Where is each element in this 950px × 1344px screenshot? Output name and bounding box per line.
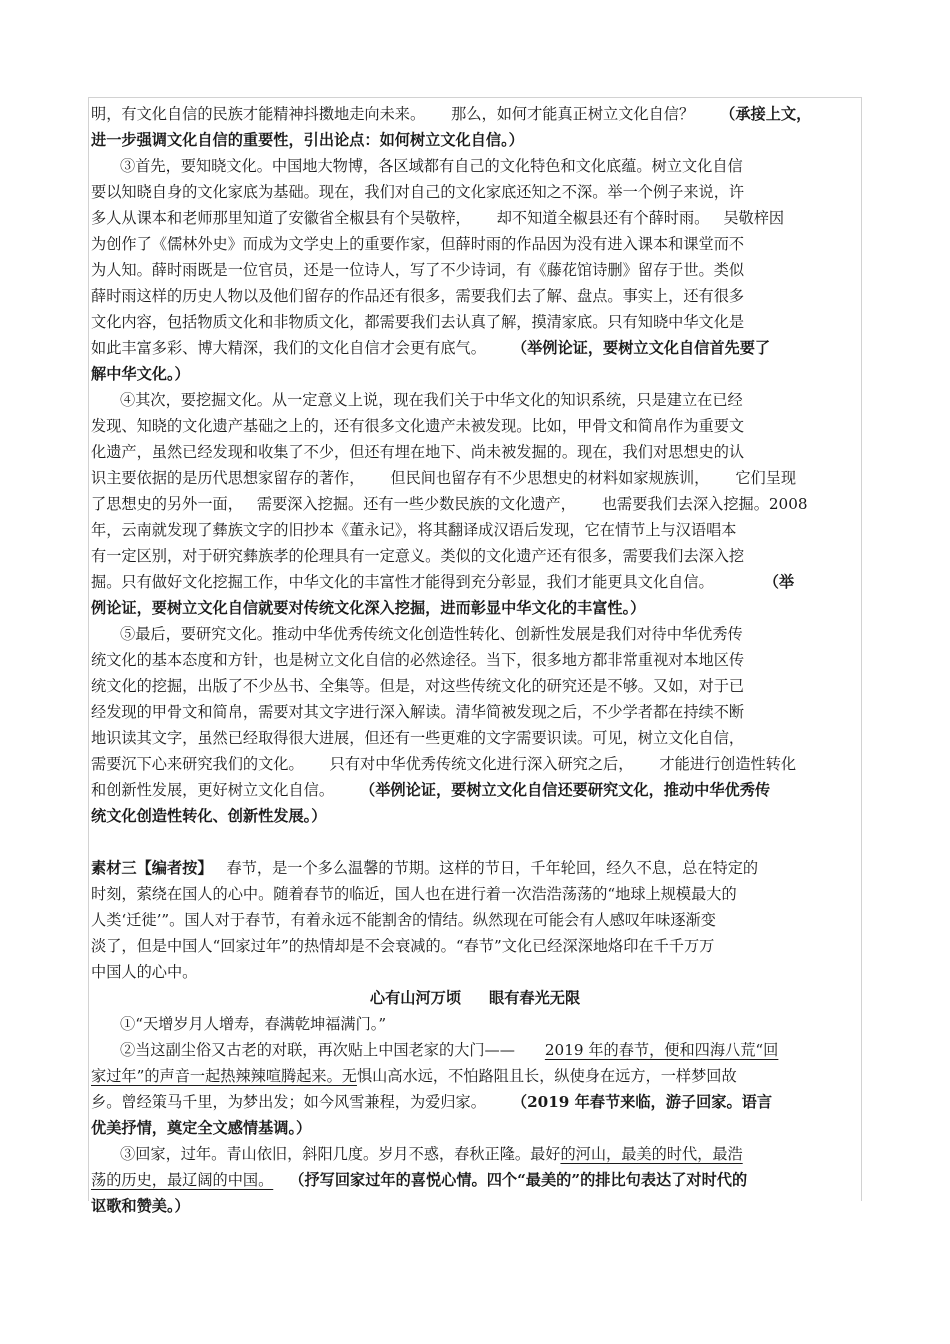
body-text: ②当这副尘俗又古老的对联，再次贴上中国老家的大门—— bbox=[120, 1041, 515, 1059]
text-line bbox=[91, 933, 714, 959]
body-text: ①“天增岁月人增寿，春满乾坤福满门。” bbox=[120, 1015, 387, 1033]
text-line bbox=[91, 959, 197, 985]
paragraph-5-start bbox=[120, 621, 743, 647]
annotation-text: （2019 年春节来临，游子回家。语言 bbox=[511, 1093, 773, 1111]
editor-note-line bbox=[91, 855, 758, 881]
body-text: ⑤最后，要研究文化。推动中华优秀传统文化创造性转化、创新性发展是我们对待中华优秀传 bbox=[120, 625, 743, 643]
underlined-text: 家过年”的声音一起热辣辣喧腾起来。无 bbox=[91, 1067, 357, 1085]
underlined-text: 2019 年的春节，便和四海八荒“回 bbox=[544, 1041, 779, 1059]
annotation-text: （举 bbox=[763, 573, 795, 591]
body-text: 中国人的心中。 bbox=[91, 963, 198, 981]
body-text: 如此丰富多彩、博大精深，我们的文化自信才会更有底气。 bbox=[91, 339, 486, 357]
body-text: 需要深入挖掘。还有一些少数民族的文化遗产， bbox=[256, 495, 576, 513]
body-text: 需要沉下心来研究我们的文化。 bbox=[91, 755, 304, 773]
body-text: ④其次，要挖掘文化。从一定意义上说，现在我们关于中华文化的知识系统，只是建立在已经 bbox=[120, 391, 743, 409]
body-text: 和创新性发展，更好树立文化自信。 bbox=[91, 781, 334, 799]
text-line bbox=[91, 257, 744, 283]
text-line bbox=[91, 881, 737, 907]
text-line bbox=[91, 309, 744, 335]
text-line bbox=[91, 803, 326, 829]
text-line bbox=[91, 465, 796, 491]
text-line bbox=[91, 1115, 311, 1141]
text-line bbox=[91, 751, 796, 777]
poem-quote-line bbox=[120, 1011, 386, 1037]
annotation-text: 例论证，要树立文化自信就要对传统文化深入挖掘，进而彰显中华文化的丰富性。） bbox=[91, 599, 646, 617]
text-line bbox=[91, 127, 524, 153]
body-text: 它们呈现 bbox=[735, 469, 797, 487]
body-text: 淡了，但是中国人“回家过年”的热情却是不会衰减的。“春节”文化已经深深地烙印在千千万万 bbox=[91, 937, 715, 955]
body-text: 要以知晓自身的文化家底为基础。现在，我们对自己的文化家底还知之不深。举一个例子来说，许 bbox=[91, 183, 745, 201]
text-line bbox=[91, 777, 770, 803]
text-line bbox=[91, 647, 744, 673]
body-text: 也需要我们去深入挖掘。2008 bbox=[601, 495, 808, 513]
text-line bbox=[91, 205, 784, 231]
body-text: ③回家，过年。青山依旧，斜阳几度。岁月不惑，春秋正隆。最好 bbox=[120, 1145, 561, 1163]
text-line bbox=[91, 1167, 747, 1193]
text-line bbox=[91, 543, 744, 569]
annotation-text: （承接上文， bbox=[720, 105, 812, 123]
text-line bbox=[91, 569, 794, 595]
text-line bbox=[91, 179, 744, 205]
text-line bbox=[91, 101, 811, 127]
body-text: 统文化的基本态度和方针，也是树立文化自信的必然途径。当下，很多地方都非常重视对本地区传 bbox=[91, 651, 745, 669]
body-text: 发现、知晓的文化遗产基础之上的，还有很多文化遗产未被发现。比如，甲骨文和简帛作为重要文 bbox=[91, 417, 745, 435]
body-text: 统文化的挖掘，出版了不少丛书、全集等。但是，对这些传统文化的研究还是不够。又如，对于已 bbox=[91, 677, 745, 695]
page-frame-left-border bbox=[88, 97, 89, 1201]
article-title-part: 心有山河万顷 bbox=[369, 989, 461, 1007]
text-line bbox=[91, 1193, 190, 1219]
body-text: 掘。只有做好文化挖掘工作，中华文化的丰富性才能得到充分彰显，我们才能更具文化自信。 bbox=[91, 573, 714, 591]
text-line bbox=[91, 361, 190, 387]
annotation-text: 统文化创造性转化、创新性发展。） bbox=[91, 807, 327, 825]
article-title-part: 眼有春光无限 bbox=[489, 989, 581, 1007]
text-line bbox=[91, 413, 744, 439]
body-text: 化遗产，虽然已经发现和收集了不少，但还有埋在地下、尚未被发掘的。现在，我们对思想史的认 bbox=[91, 443, 745, 461]
annotation-text: 讴歌和赞美。） bbox=[91, 1197, 190, 1215]
body-text: 多人从课本和老师那里知道了安徽省全椒县有个吴敬梓， bbox=[91, 209, 471, 227]
body-text: 吴敬梓因 bbox=[723, 209, 785, 227]
body-text: 惧山高水远，不怕路阻且长，纵使身在远方，一样梦回故 bbox=[356, 1067, 737, 1085]
body-text: 但民间也留存有不少思想史的材料如家规族训， bbox=[390, 469, 710, 487]
paragraph-3b-start bbox=[120, 1141, 789, 1167]
body-text: 为人知。薛时雨既是一位官员，还是一位诗人，写了不少诗词，有《藤花馆诗删》留存于世。类似 bbox=[91, 261, 745, 279]
body-text: 那么，如何才能真正树立文化自信？ bbox=[451, 105, 695, 123]
body-text: 了思想史的另外一面， bbox=[91, 495, 243, 513]
annotation-text: （举例论证，要树立文化自信首先要了 bbox=[511, 339, 771, 357]
body-text: 却不知道全椒县还有个薛时雨。 bbox=[496, 209, 710, 227]
paragraph-2-start bbox=[120, 1037, 778, 1063]
body-text: 时刻，萦绕在国人的心中。随着春节的临近，国人也在进行着一次浩浩荡荡的“地球上规模最大的 bbox=[91, 885, 737, 903]
body-text: 文化内容，包括物质文化和非物质文化，都需要我们去认真了解，摸清家底。只有知晓中华文化是 bbox=[91, 313, 745, 331]
underlined-text: 荡的历史，最辽阔的中国。 bbox=[91, 1171, 274, 1189]
text-line bbox=[91, 673, 744, 699]
article-title bbox=[88, 985, 862, 1011]
body-text: 人类‘迁徙’”。国人对于春节，有着永远不能割舍的情结。纵然现在可能会有人感叹年味逐渐变 bbox=[91, 911, 716, 929]
text-line bbox=[91, 1063, 737, 1089]
body-text: 只有对中华优秀传统文化进行深入研究之后， bbox=[329, 755, 634, 773]
text-line bbox=[91, 595, 645, 621]
body-text: 薛时雨这样的历史人物以及他们留存的作品还有很多，需要我们去了解、盘点。事实上，还有很多 bbox=[91, 287, 745, 305]
body-text: 地识读其文字，虽然已经取得很大进展，但还有一些更难的文字需要识读。可见，树立文化自信， bbox=[91, 729, 745, 747]
text-line bbox=[91, 231, 744, 257]
text-line bbox=[91, 439, 744, 465]
text-line bbox=[91, 517, 736, 543]
body-text: ③首先，要知晓文化。中国地大物博，各区域都有自己的文化特色和文化底蕴。树立文化自信 bbox=[120, 157, 743, 175]
annotation-text: 进一步强调文化自信的重要性，引出论点：如何树立文化自信。） bbox=[91, 131, 524, 149]
page-frame-right-border bbox=[861, 97, 862, 1201]
text-line bbox=[91, 491, 808, 517]
body-text: 春节，是一个多么温馨的节期。这样的节日，千年轮回，经久不息，总在特定的 bbox=[226, 859, 759, 877]
body-text: 经发现的甲骨文和简帛，需要对其文字进行深入解读。清华简被发现之后，不少学者都在持续不断 bbox=[91, 703, 745, 721]
text-line bbox=[91, 907, 716, 933]
body-text: 才能进行创造性转化 bbox=[659, 755, 797, 773]
editor-note-label: 素材三【编者按】 bbox=[91, 859, 213, 877]
annotation-text: 优美抒情，奠定全文感情基调。） bbox=[91, 1119, 312, 1137]
annotation-text: 解中华文化。） bbox=[91, 365, 190, 383]
body-text: 明，有文化自信的民族才能精神抖擞地走向未来。 bbox=[91, 105, 426, 123]
text-line bbox=[91, 283, 744, 309]
body-text: 为创作了《儒林外史》而成为文学史上的重要作家，但薛时雨的作品因为没有进入课本和课堂而不 bbox=[91, 235, 745, 253]
paragraph-3-start bbox=[120, 153, 743, 179]
annotation-text: （抒写回家过年的喜悦心情。四个“最美的”的排比句表达了对时代的 bbox=[289, 1171, 748, 1189]
text-line bbox=[91, 699, 744, 725]
underlined-text: 的河山，最美的时代，最浩 bbox=[560, 1145, 743, 1163]
text-line bbox=[91, 725, 744, 751]
body-text: 有一定区别，对于研究彝族孝的伦理具有一定意义。类似的文化遗产还有很多，需要我们去深入挖 bbox=[91, 547, 745, 565]
annotation-text: （举例论证，要树立文化自信还要研究文化，推动中华优秀传 bbox=[360, 781, 771, 799]
page-frame-top-border bbox=[88, 97, 862, 98]
body-text: 识主要依据的是历代思想家留存的著作， bbox=[91, 469, 365, 487]
text-line bbox=[91, 335, 770, 361]
text-line bbox=[91, 1089, 772, 1115]
body-text: 乡。曾经策马千里，为梦出发；如今风雪兼程，为爱归家。 bbox=[91, 1093, 486, 1111]
body-text: 年，云南就发现了彝族文字的旧抄本《董永记》，将其翻译成汉语后发现，它在情节上与汉语唱本 bbox=[91, 521, 737, 539]
paragraph-4-start bbox=[120, 387, 743, 413]
